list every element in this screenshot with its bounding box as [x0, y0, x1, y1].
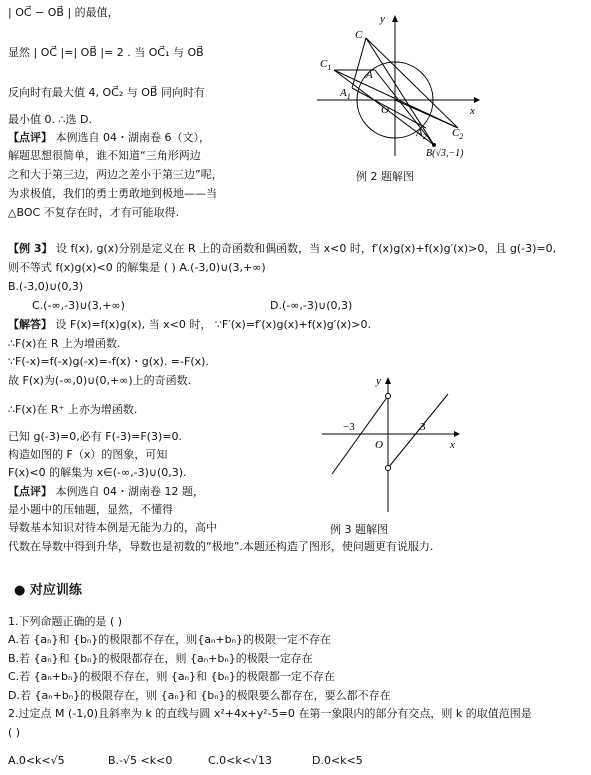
fig3-open-lower — [386, 466, 391, 471]
fig2-label-a2-letter: A — [416, 127, 423, 139]
fig3-open-upper — [386, 394, 391, 399]
fig3-label-minus3: −3 — [343, 421, 355, 433]
fig3-label-y: y — [376, 375, 381, 387]
fig2-label-c2-letter: C — [452, 127, 460, 139]
ex3-comment-line-4: 代数在导数中得到升华，导数也是初数的“极地”.本题还构造了图形，使问题更有说服力. — [8, 540, 434, 553]
ex3-solution-line-1 — [8, 318, 371, 332]
ex3-solution-line-5: ∴F(x)在 R⁺ 上亦为增函数. — [8, 403, 138, 416]
comment-label-2: 【点评】 — [8, 485, 52, 498]
fig2-label-a2 — [415, 127, 427, 141]
figure-2-diagram — [312, 10, 484, 158]
fig2-label-o: O — [381, 104, 389, 116]
q2-option-c: C.0<k<√13 — [208, 754, 272, 767]
top-comment-line-5: △BOC 不复存在时，才有可能取得. — [8, 206, 180, 219]
q2-option-d: D.0<k<5 — [312, 754, 363, 767]
fig2-line-c-b — [366, 38, 434, 145]
top-comment-line-2: 解题思想很简单，谁不知道“三角形两边 — [8, 149, 201, 162]
fig3-label-o: O — [375, 439, 383, 451]
fig2-label-c2-sub: 2 — [459, 132, 464, 141]
q2-option-a: A.0<k<√5 — [8, 754, 65, 767]
top-line-2: 显然 | OC⃗ |=| OB⃗ |= 2 . 当 OC⃗₁ 与 OB⃗ — [8, 46, 204, 59]
top-line-3: 反向时有最大值 4, OC⃗₂ 与 OB⃗ 同向时有 — [8, 86, 205, 99]
q1-option-a: A.若 {aₙ}和 {bₙ}的极限都不存在，则{aₙ+bₙ}的极限一定不存在 — [8, 633, 332, 646]
training-heading — [14, 584, 82, 598]
q2-bracket: ( ) — [8, 726, 21, 739]
solution-text-1: 设 F(x)=f(x)g(x), 当 x<0 时， ∵F′(x)=f′(x)g(x)+f(x)g′(x)>0. — [55, 318, 372, 331]
fig2-label-c1-letter: C — [320, 58, 328, 70]
top-line-1: | OC⃗ − OB⃗ | 的最值， — [8, 6, 119, 19]
ex3-option-c: C.(-∞,-3)∪(3,+∞) — [32, 299, 125, 312]
fig3-left-branch — [332, 396, 388, 474]
figure-3-caption: 例 3 题解图 — [330, 523, 388, 536]
fig2-label-b: B(√3,−1) — [426, 148, 464, 158]
figure-2-caption: 例 2 题解图 — [356, 170, 414, 183]
comment-label: 【点评】 — [8, 131, 52, 144]
ex3-label: 【例 3】 — [8, 242, 53, 255]
fig2-label-y: y — [380, 13, 385, 25]
q1-stem: 1.下列命题正确的是 ( ) — [8, 615, 123, 628]
ex3-comment-text-1: 本例选自 04・湖南卷 12 题， — [55, 485, 204, 498]
ex3-solution-line-7: 构造如图的 F（x）的图象，可知 — [8, 448, 168, 461]
solution-label: 【解答】 — [8, 318, 52, 331]
ex3-stem: 设 f(x), g(x)分别是定义在 R 上的奇函数和偶函数，当 x<0 时，f′(x)g(x)+f(x)g′(x)>0，且 g(-3)=0, — [55, 242, 557, 255]
fig2-label-a1-sub: 1 — [346, 92, 351, 101]
fig2-label-a1 — [339, 87, 351, 101]
ex3-comment-line-1 — [8, 485, 204, 499]
fig2-line-o-c2 — [395, 100, 458, 128]
q1-option-c: C.若 {aₙ+bₙ}的极限不存在，则 {aₙ}和 {bₙ}的极限都一定不存在 — [8, 670, 335, 683]
q1-option-b: B.若 {aₙ}和 {bₙ}的极限都存在，则 {aₙ+bₙ}的极限一定存在 — [8, 652, 313, 665]
q1-option-d: D.若 {aₙ+bₙ}的极限存在，则 {aₙ}和 {bₙ}的极限要么都存在，要么都不存在 — [8, 689, 391, 702]
fig3-right-branch — [388, 394, 448, 468]
fig2-label-a1-letter: A — [340, 87, 347, 99]
ex3-solution-line-3: ∵F(-x)=f(-x)g(-x)=-f(x)・g(x). =-F(x). — [8, 355, 209, 368]
top-line-4: 最小值 0. ∴选 D. — [8, 113, 92, 126]
top-comment — [8, 131, 210, 145]
fig2-x-arrow — [474, 97, 480, 103]
ex3-comment-line-2: 是小题中的压轴题，显然，不懂得 — [8, 503, 173, 516]
fig2-label-c: C — [355, 29, 363, 41]
fig3-x-arrow — [454, 431, 460, 437]
ex3-comment-line-3: 导数基本知识对待本例是无能为力的，高中 — [8, 521, 217, 534]
ex3-solution-line-6: 已知 g(-3)=0,必有 F(-3)=F(3)=0. — [8, 430, 182, 443]
ex3-solution-line-8: F(x)<0 的解集为 x∈(-∞,-3)∪(0,3). — [8, 466, 187, 479]
ex3-line-1 — [8, 242, 556, 256]
fig2-point-b — [432, 143, 436, 147]
bullet-icon: ● — [14, 583, 26, 598]
fig2-label-a: A — [366, 69, 373, 81]
fig2-label-c1 — [320, 58, 331, 72]
q2-stem: 2.过定点 M (-1,0)且斜率为 k 的直线与圆 x²+4x+y²-5=0 在第一象限内的部分有交点，则 k 的取值范围是 — [8, 707, 532, 720]
q2-option-b: B.-√5 <k<0 — [108, 754, 173, 767]
fig2-line-c-c2 — [366, 38, 458, 128]
fig3-y-arrow — [385, 377, 391, 384]
ex3-solution-line-2: ∴F(x)在 R 上为增函数. — [8, 337, 121, 350]
top-comment-line-4: 为求极值，我们的勇士勇敢地到极地——当 — [8, 187, 217, 200]
ex3-option-b: B.(-3,0)∪(0,3) — [8, 280, 84, 293]
ex3-line-2: 则不等式 f(x)g(x)<0 的解集是 ( ) A.(-3,0)∪(3,+∞) — [8, 261, 266, 274]
fig2-label-x: x — [470, 105, 475, 117]
fig3-label-3: 3 — [420, 421, 426, 433]
training-title: 对应训练 — [29, 583, 82, 598]
figure-3-diagram — [318, 372, 468, 514]
ex3-solution-line-4: 故 F(x)为(-∞,0)∪(0,+∞)上的奇函数. — [8, 374, 192, 387]
fig2-label-c1-sub: 1 — [327, 63, 332, 72]
fig2-label-c2 — [452, 127, 463, 141]
top-comment-line-3: 之和大于第三边，两边之差小于第三边”呢， — [8, 168, 223, 181]
fig2-line-c-a1 — [352, 38, 366, 88]
fig2-label-a2-sub: 2 — [422, 132, 427, 141]
top-comment-line-1: 本例选自 04・湖南卷 6（文）， — [55, 131, 210, 144]
fig3-label-x: x — [450, 439, 455, 451]
fig2-y-arrow — [392, 15, 398, 22]
ex3-option-d: D.(-∞,-3)∪(0,3) — [270, 299, 353, 312]
